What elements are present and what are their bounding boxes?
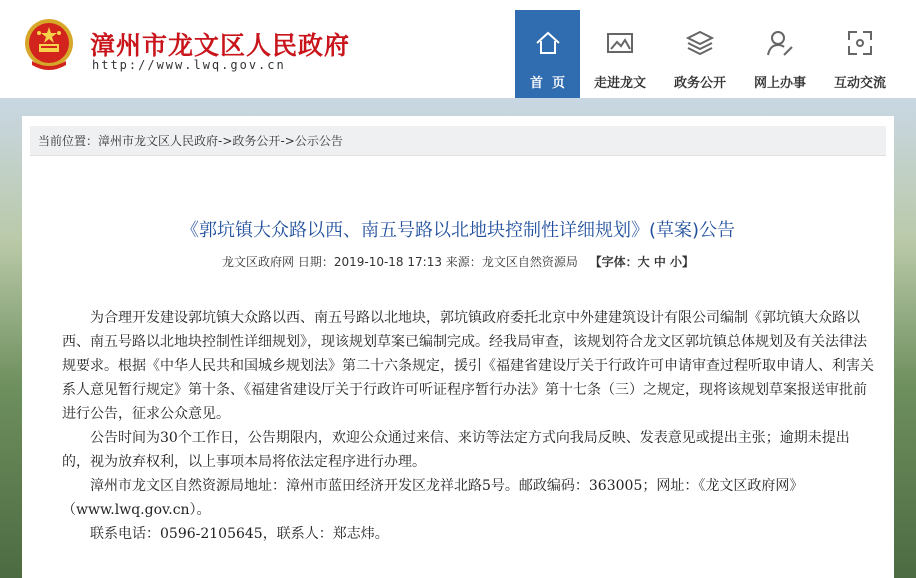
site-header	[0, 0, 916, 98]
national-emblem-logo[interactable]	[22, 17, 76, 73]
user-edit-icon	[765, 28, 795, 58]
meta-source: 龙文区自然资源局	[481, 255, 578, 269]
share-icon	[845, 28, 875, 58]
nav-about-label: 走进龙文	[593, 76, 646, 91]
article-title: 《郭坑镇大众路以西、南五号路以北地块控制性详细规划》(草案)公告	[180, 220, 736, 241]
article-paragraph: 公告时间为30个工作日，公告期限内，欢迎公众通过来信、来访等法定方式向我局反映、发表意见或提出主张；逾期未提出的，视为放弃权利，以上事项本局将依法定程序进行办理。	[62, 430, 850, 470]
nav-services-label: 网上办事	[753, 76, 806, 91]
nav-home[interactable]	[515, 10, 580, 98]
font-size-switcher[interactable]: 【字体：大 中 小】	[589, 255, 695, 269]
main-nav	[515, 10, 900, 98]
article-meta	[22, 253, 894, 270]
breadcrumb-link-home[interactable]: 漳州市龙文区人民政府	[98, 134, 219, 148]
article-paragraph: 为合理开发建设郭坑镇大众路以西、南五号路以北地块，郭坑镇政府委托北京中外建建筑设计有限公司编制《郭坑镇大众路以西、南五号路以北地块控制性详细规划》，现该规划草案已编制完成。经我局审查，该规划符合龙文区郭坑镇总体规划及有关法律法规要求。根据《中华人民共和国城乡规划法》第二十六条规定，援引《福建省建设厅关于行政许可申请审查过程听取申请人、利害关系人意见暂行规定》第十条、《福建省建设厅关于行政许可听证程序暂行办法》第十七条（三）之规定，现将该规划草案报送审批前进行公告，征求公众意见。	[62, 310, 874, 422]
layers-icon	[685, 28, 715, 58]
nav-interaction-label: 互动交流	[833, 76, 886, 91]
nav-online-services[interactable]	[740, 10, 820, 98]
picture-icon	[605, 28, 635, 58]
site-url: http://www.lwq.gov.cn	[92, 58, 286, 72]
home-icon	[533, 28, 563, 58]
article-paragraph: 联系电话：0596-2105645，联系人：郑志炜。	[90, 526, 389, 542]
breadcrumb	[30, 126, 886, 156]
meta-source-site: 龙文区政府网	[221, 255, 294, 269]
content-panel	[22, 116, 894, 578]
breadcrumb-separator: ->	[218, 134, 233, 148]
nav-interaction[interactable]	[820, 10, 900, 98]
nav-affairs-label: 政务公开	[673, 76, 726, 91]
breadcrumb-link-notices[interactable]: 公示公告	[294, 134, 343, 148]
breadcrumb-prefix: 当前位置：	[38, 134, 99, 148]
meta-source-label: 来源：	[445, 255, 482, 269]
meta-date: 2019-10-18 17:13	[333, 255, 442, 269]
article-paragraph: 漳州市龙文区自然资源局地址：漳州市蓝田经济开发区龙祥北路5号。邮政编码：363005；网址：《龙文区政府网》（www.lwq.gov.cn）。	[62, 478, 804, 518]
article-body	[62, 306, 874, 546]
breadcrumb-separator: ->	[280, 134, 295, 148]
meta-date-label: 日期：	[297, 255, 334, 269]
nav-about-longwen[interactable]	[580, 10, 660, 98]
nav-government-affairs[interactable]	[660, 10, 740, 98]
site-title[interactable]: 漳州市龙文区人民政府	[90, 31, 351, 60]
nav-home-label: 首 页	[529, 76, 566, 91]
breadcrumb-link-affairs[interactable]: 政务公开	[232, 134, 281, 148]
